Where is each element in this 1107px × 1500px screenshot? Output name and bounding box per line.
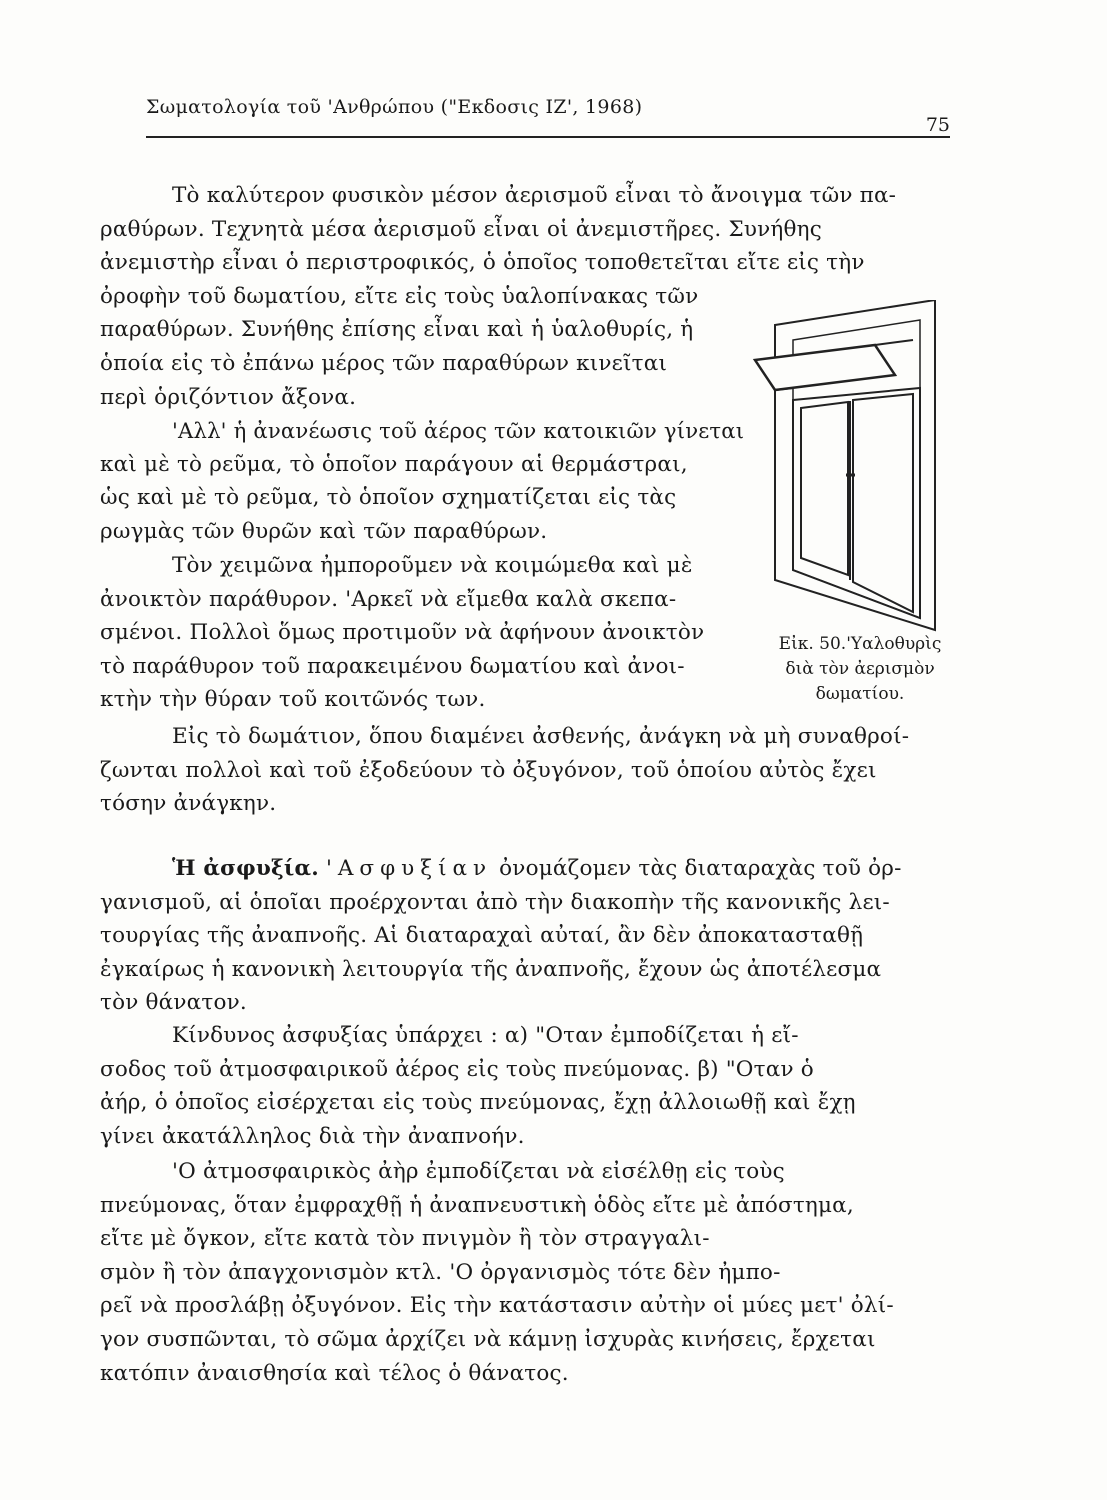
text-line: Τὸ καλύτερον φυσικὸν μέσον ἀερισμοῦ εἶναι τὸ ἄνοιγμα τῶν πα- bbox=[172, 183, 897, 208]
text-line: τὸ παράθυρον τοῦ παρακειμένου δωματίου καὶ ἀνοι- bbox=[100, 653, 685, 679]
text-line: ὀροφὴν τοῦ δωματίου, εἴτε εἰς τοὺς ὑαλοπίνακας τῶν bbox=[100, 283, 699, 309]
text-line: σμὸν ἢ τὸν ἀπαγχονισμὸν κτλ. 'Ο ὀργανισμὸς τότε δὲν ἠμπο- bbox=[100, 1259, 781, 1285]
text-line: τὸν θάνατον. bbox=[100, 990, 247, 1016]
paragraph-asphyxia-definition bbox=[100, 852, 950, 1020]
text-line: Τὸν χειμῶνα ἠμποροῦμεν νὰ κοιμώμεθα καὶ μὲ bbox=[172, 553, 693, 578]
text-line: τόσην ἀνάγκην. bbox=[100, 791, 277, 817]
text-line: σοδος τοῦ ἀτμοσφαιρικοῦ ἀέρος εἰς τοὺς πνεύμονας. β) "Οταν ὁ bbox=[100, 1056, 814, 1082]
text-line: ὁποία εἰς τὸ ἐπάνω μέρος τῶν παραθύρων κινεῖται bbox=[100, 350, 668, 376]
text-line: ὡς καὶ μὲ τὸ ρεῦμα, τὸ ὁποῖον σχηματίζεται εἰς τὰς bbox=[100, 485, 677, 511]
text-line: 'Ο ἀτμοσφαιρικὸς ἀὴρ ἐμποδίζεται νὰ εἰσέλθῃ εἰς τοὺς bbox=[172, 1159, 785, 1184]
text-line: 'Αλλ' ἡ ἀνανέωσις τοῦ ἀέρος τῶν κατοικιῶν γίνεται bbox=[172, 418, 745, 443]
text-line: τουργίας τῆς ἀναπνοῆς. Αἱ διαταραχαὶ αὐταί, ἂν δὲν ἀποκατασταθῇ bbox=[100, 923, 864, 949]
spaced-term: 'Ασφυξίαν bbox=[326, 856, 493, 881]
text-line: κατόπιν ἀναισθησία καὶ τέλος ὁ θάνατος. bbox=[100, 1360, 569, 1386]
section-heading: Ἡ ἀσφυξία. bbox=[172, 856, 319, 881]
text-line: εἴτε μὲ ὄγκον, εἴτε κατὰ τὸν πνιγμὸν ἢ τὸν στραγγαλι- bbox=[100, 1226, 710, 1252]
page-number: 75 bbox=[925, 114, 950, 136]
caption-line: διὰ τὸν ἀερισμὸν bbox=[785, 659, 935, 679]
text-line: Εἰς τὸ δωμάτιον, ὅπου διαμένει ἀσθενής, ἀνάγκη νὰ μὴ συναθροί- bbox=[172, 724, 910, 749]
text-line: κτὴν τὴν θύραν τοῦ κοιτῶνός των. bbox=[100, 687, 486, 713]
text-line: ἀήρ, ὁ ὁποῖος εἰσέρχεται εἰς τοὺς πνεύμονας, ἔχῃ ἀλλοιωθῇ καὶ ἔχῃ bbox=[100, 1090, 856, 1116]
paragraph-obstruction bbox=[100, 1155, 950, 1390]
text-line: πνεύμονας, ὅταν ἐμφραχθῇ ἡ ἀναπνευστικὴ ὁδὸς εἴτε μὲ ἀπόστημα, bbox=[100, 1192, 854, 1218]
text-line: ρωγμὰς τῶν θυρῶν καὶ τῶν παραθύρων. bbox=[100, 518, 548, 544]
caption-line: Εἰκ. 50.'Υαλοθυρὶς bbox=[778, 634, 942, 654]
text-line: ζωνται πολλοὶ καὶ τοῦ ἐξοδεύουν τὸ ὀξυγόνον, τοῦ ὁποίου αὐτὸς ἔχει bbox=[100, 757, 877, 783]
text-line: σμένοι. Πολλοὶ ὅμως προτιμοῦν νὰ ἀφήνουν ἀνοικτὸν bbox=[100, 620, 705, 646]
text-line: γανισμοῦ, αἱ ὁποῖαι προέρχονται ἀπὸ τὴν διακοπὴν τῆς κανονικῆς λει- bbox=[100, 889, 890, 915]
text-line: Κίνδυνος ἀσφυξίας ὑπάρχει : α) "Οταν ἐμποδίζεται ἡ εἴ- bbox=[172, 1023, 799, 1048]
paragraph-winter-sleep bbox=[100, 549, 750, 717]
running-header bbox=[146, 96, 950, 138]
window-figure bbox=[745, 300, 965, 640]
text-line: ἐγκαίρως ἡ κανονικὴ λειτουργία τῆς ἀναπνοῆς, ἔχουν ὡς ἀποτέλεσμα bbox=[100, 956, 882, 982]
text-line: παραθύρων. Συνήθης ἐπίσης εἶναι καὶ ἡ ὑαλοθυρίς, ἡ bbox=[100, 317, 694, 343]
text-line: ἀνοικτὸν παράθυρον. 'Αρκεῖ νὰ εἴμεθα καλὰ σκεπα- bbox=[100, 586, 677, 612]
text-line: ρεῖ νὰ προσλάβῃ ὀξυγόνον. Εἰς τὴν κατάστασιν αὐτὴν οἱ μύες μετ' ὀλί- bbox=[100, 1293, 894, 1319]
paragraph-asphyxia-risk bbox=[100, 1019, 950, 1153]
text-line: περὶ ὁριζόντιον ἄξονα. bbox=[100, 384, 357, 410]
paragraph-patient-room bbox=[100, 720, 950, 821]
text-line: ἀνεμιστὴρ εἶναι ὁ περιστροφικός, ὁ ὁποῖος τοποθετεῖται εἴτε εἰς τὴν bbox=[100, 250, 865, 276]
figure-caption bbox=[745, 632, 975, 707]
text-fragment: ὀνομάζομεν τὰς διαταραχὰς τοῦ ὀρ- bbox=[499, 856, 902, 881]
text-line: ραθύρων. Τεχνητὰ μέσα ἀερισμοῦ εἶναι οἱ ἀνεμιστῆρες. Συνήθης bbox=[100, 216, 822, 242]
header-title: Σωματολογία τοῦ 'Ανθρώπου ("Εκδοσις ΙΖ', 1968) bbox=[146, 96, 643, 118]
text-line: γίνει ἀκατάλληλος διὰ τὴν ἀναπνοήν. bbox=[100, 1123, 525, 1149]
text-line: γον συσπῶνται, τὸ σῶμα ἀρχίζει νὰ κάμνῃ ἰσχυρὰς κινήσεις, ἔρχεται bbox=[100, 1326, 876, 1352]
caption-line: δωματίου. bbox=[815, 684, 905, 704]
paragraph-air-renewal bbox=[100, 414, 750, 548]
text-line: καὶ μὲ τὸ ρεῦμα, τὸ ὁποῖον παράγουν αἱ θερμάστραι, bbox=[100, 451, 688, 477]
